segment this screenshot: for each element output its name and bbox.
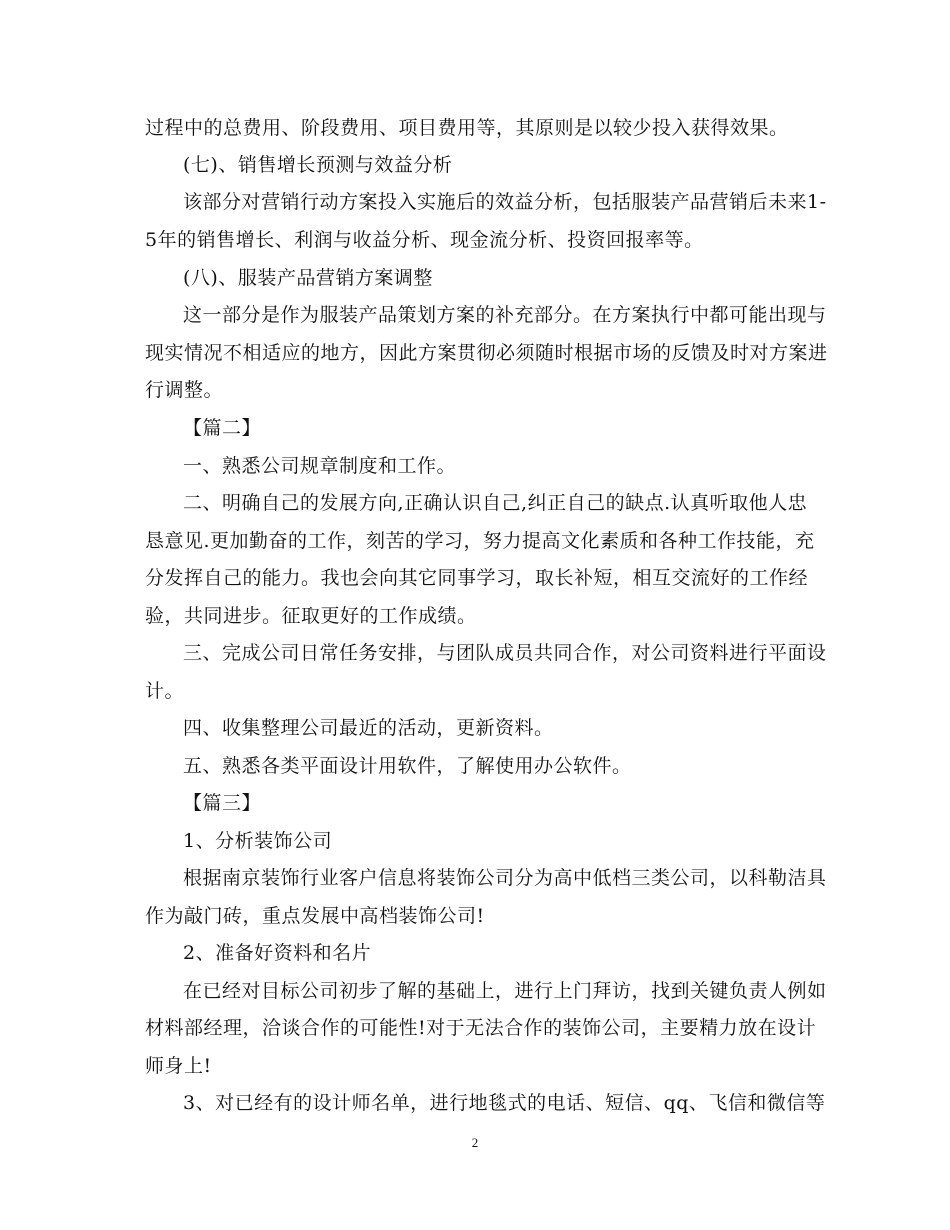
- body-text-line: 二、明确自己的发展方向,正确认识自己,纠正自己的缺点.认真听取他人忠: [183, 492, 808, 514]
- body-text-line: 验，共同进步。征取更好的工作成绩。: [145, 605, 477, 627]
- body-text-line: 计。: [145, 680, 185, 702]
- body-text-line: 3、对已经有的设计师名单，进行地毯式的电话、短信、qq、飞信和微信等: [183, 1092, 826, 1114]
- part-heading: 【篇三】: [183, 792, 262, 814]
- section-heading: 1、分析装饰公司: [183, 830, 333, 852]
- body-text-line: 恳意见.更加勤奋的工作，刻苦的学习，努力提高文化素质和各种工作技能，充: [145, 530, 815, 552]
- body-text-line: 根据南京装饰行业客户信息将装饰公司分为高中低档三类公司，以科勒洁具: [183, 867, 827, 889]
- section-heading: (八)、服装产品营销方案调整: [183, 267, 433, 289]
- body-text-line: 行调整。: [145, 379, 224, 401]
- section-heading: 2、准备好资料和名片: [183, 942, 372, 964]
- body-text-line: 过程中的总费用、阶段费用、项目费用等，其原则是以较少投入获得效果。: [145, 117, 789, 139]
- body-text-line: 五、熟悉各类平面设计用软件，了解使用办公软件。: [183, 755, 632, 777]
- body-text-line: 分发挥自己的能力。我也会向其它同事学习，取长补短，相互交流好的工作经: [145, 567, 809, 589]
- body-text-line: 这一部分是作为服装产品策划方案的补充部分。在方案执行中都可能出现与: [183, 304, 827, 326]
- body-text-line: 在已经对目标公司初步了解的基础上，进行上门拜访，找到关键负责人例如: [183, 980, 827, 1002]
- body-text-line: 师身上!: [145, 1055, 212, 1077]
- body-text-line: 四、收集整理公司最近的活动，更新资料。: [183, 717, 554, 739]
- body-text-line: 三、完成公司日常任务安排，与团队成员共同合作，对公司资料进行平面设: [183, 642, 827, 664]
- body-text-line: 作为敲门砖，重点发展中高档装饰公司!: [145, 905, 485, 927]
- part-heading: 【篇二】: [183, 417, 262, 439]
- section-heading: (七)、销售增长预测与效益分析: [183, 154, 453, 176]
- body-text-line: 5年的销售增长、利润与收益分析、现金流分析、投资回报率等。: [145, 229, 704, 251]
- body-text-line: 材料部经理，洽谈合作的可能性!对于无法合作的装饰公司，主要精力放在设计: [145, 1017, 817, 1039]
- page-number: 2: [471, 1135, 479, 1150]
- body-text-line: 一、熟悉公司规章制度和工作。: [183, 455, 457, 477]
- body-text-line: 该部分对营销行动方案投入实施后的效益分析，包括服装产品营销后未来1-: [183, 191, 827, 213]
- body-text-line: 现实情况不相适应的地方，因此方案贯彻必须随时根据市场的反馈及时对方案进: [145, 342, 828, 364]
